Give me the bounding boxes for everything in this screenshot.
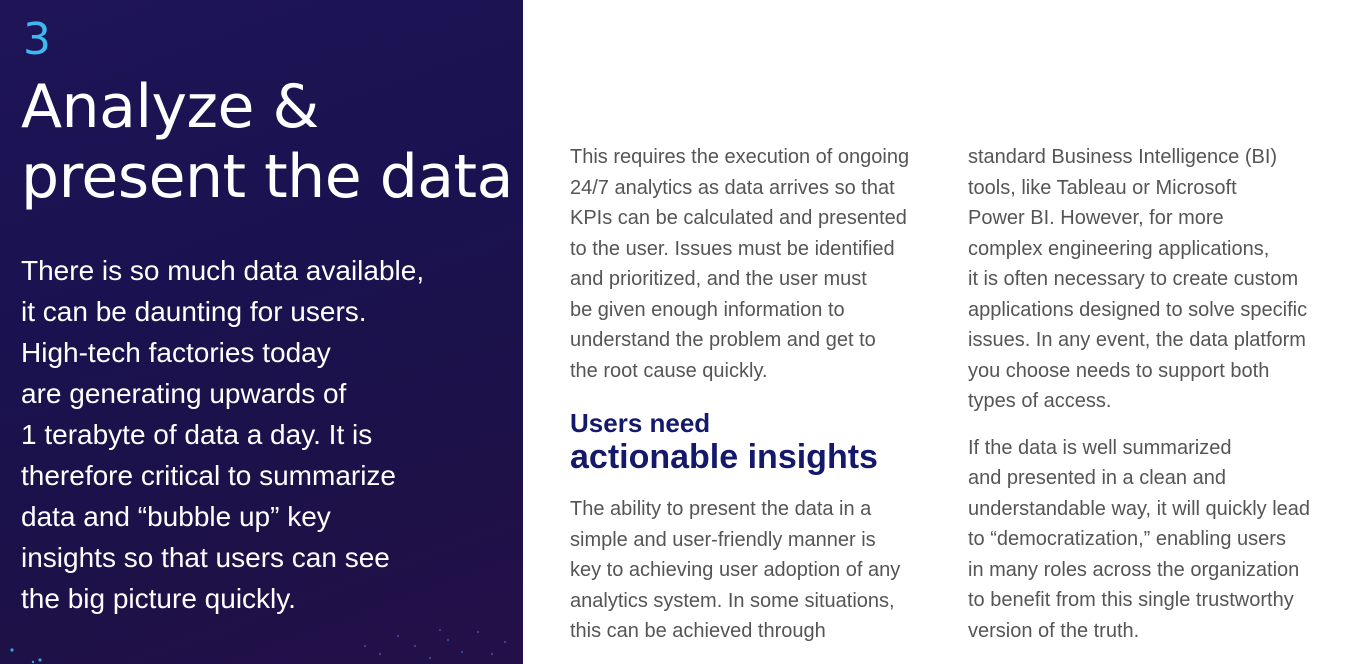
column-2-paragraph-2: If the data is well summarized and presented in a clean and understandable way, it will quickly lead to “democratization,” enabling users in many roles across the organization to benefit from this single trustworthy version of the truth.: [968, 436, 1311, 642]
text-column-1: [570, 142, 945, 647]
text-column-2: [968, 142, 1348, 646]
intro-paragraph: There is so much data available, it can be daunting for users. High-tech factories today are generating upwards of 1 terabyte of data a day. It is therefore critical to summarize data and “bubble up” key insights so that users can see the big picture quickly.: [21, 255, 425, 614]
paragraph-gap: [968, 417, 1348, 433]
decorative-dots: [0, 624, 523, 664]
section-number: 3: [23, 14, 51, 65]
section-title: Analyze & present the data: [21, 72, 513, 212]
subheading-large: actionable insights: [570, 438, 878, 476]
section-intro-panel: [0, 0, 523, 664]
subheading-small: Users need: [570, 408, 711, 438]
column-2-paragraph-1: standard Business Intelligence (BI) tools, like Tableau or Microsoft Power BI. However, for more complex engineering applications, it is often necessary to create custom applications designed to solve specific issues. In any event, the data platform you choose needs to support both types of access.: [968, 146, 1308, 412]
column-1-paragraph-1: This requires the execution of ongoing 24/7 analytics as data arrives so that KPIs can be calculated and presented to the user. Issues must be identified and prioritized, and the user must be given enough information to understand the problem and get to the root cause quickly.: [570, 146, 910, 382]
column-1-paragraph-2: The ability to present the data in a simple and user-friendly manner is key to achieving user adoption of any analytics system. In some situations, this can be achieved through: [570, 498, 901, 642]
